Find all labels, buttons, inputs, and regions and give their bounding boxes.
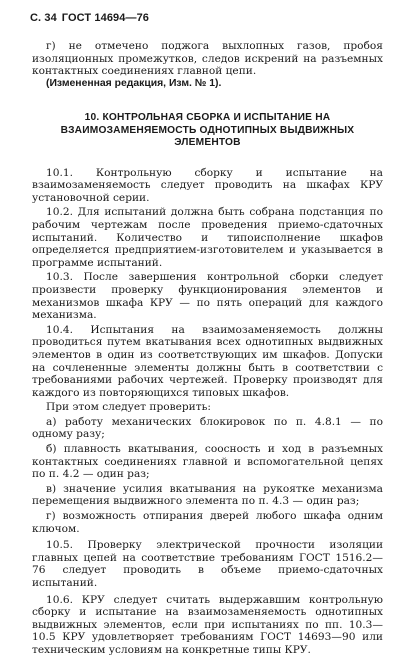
continuation-paragraph: г) не отмечено поджога выхлопных газов, пробоя изоляционных промежутков, следов искрений на разъемных контактных соединениях главной цепи. bbox=[32, 40, 383, 78]
standard-code: ГОСТ 14694—76 bbox=[61, 12, 150, 24]
paragraph-10-4: 10.4. Испытания на взаимозаменяемость должны проводиться путем вкатывания всех однотипных выдвижных элементов в один из соответствующих им шкафов. Допуски на сочлененные элементы должны быть в соответствии с требованиями рабочих чертежей. Проверку производят для каждого из повторяющихся типовых шкафов. bbox=[32, 323, 383, 399]
paragraph-10-5: 10.5. Проверку электрической прочности изоляции главных цепей на соответствие требованиям ГОСТ 1516.2—76 следует проводить в объеме приемо-сдаточных испытаний. bbox=[32, 539, 383, 589]
page-number: С. 34 bbox=[30, 12, 57, 24]
list-item-b: б) плавность вкатывания, соосность и ход в разъемных контактных соединениях главной и вспомогательной цепях по п. 4.2 — один раз; bbox=[32, 443, 383, 481]
paragraph-10-1: 10.1. Контрольную сборку и испытание на взаимозаменяемость следует проводить на шкафах КРУ установочной серии. bbox=[32, 166, 383, 204]
paragraph-10-6: 10.6. КРУ следует считать выдержавшим контрольную сборку и испытание на взаимозаменяемость однотипных выдвижных элементов, если при испытаниях по пп. 10.3—10.5 КРУ удовлетворяет требованиям ГОСТ 14693—90 или техническим условиям на конкретные типы КРУ. bbox=[32, 593, 383, 656]
section-title: 10. КОНТРОЛЬНАЯ СБОРКА И ИСПЫТАНИЕ НА ВЗАИМОЗАМЕНЯЕМОСТЬ ОДНОТИПНЫХ ВЫДВИЖНЫХ ЭЛЕМЕНТОВ bbox=[60, 112, 355, 149]
list-item-a: а) работу механических блокировок по п. 4.8.1 — по одному разу; bbox=[32, 415, 383, 441]
list-item-v: в) значение усилия вкатывания на рукоятке механизма перемещения выдвижного элемента по п. 4.3 — один раз; bbox=[32, 482, 383, 508]
paragraph-10-3: 10.3. После завершения контрольной сборки следует произвести проверку функционирования элементов и механизмов шкафа КРУ — по пять операций для каждого механизма. bbox=[32, 271, 383, 322]
paragraph-10-2: 10.2. Для испытаний должна быть собрана подстанция по рабочим чертежам после проведения приемо-сдаточных испытаний. Количество и типоисполнение шкафов определяется предприятием-изготовителем и указывается в программе испытаний. bbox=[32, 206, 383, 269]
page-header bbox=[30, 12, 383, 25]
edition-note: (Измененная редакция, Изм. № 1). bbox=[46, 77, 222, 89]
list-item-g: г) возможность отпирания дверей любого шкафа одним ключом. bbox=[32, 510, 383, 535]
check-intro: При этом следует проверить: bbox=[46, 401, 211, 414]
